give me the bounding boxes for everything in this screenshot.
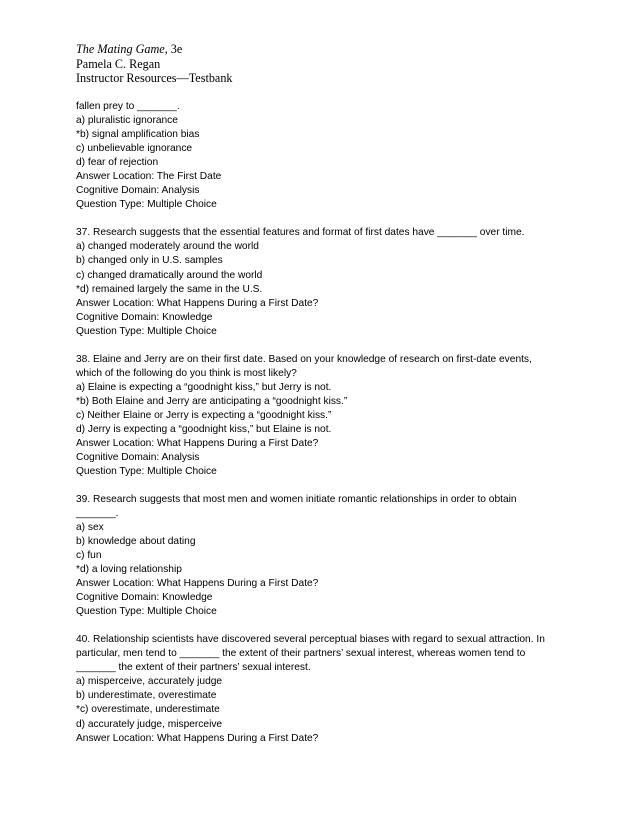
question-line: particular, men tend to _______ the extent of their partners’ sexual interest, whereas women tend to <box>76 648 526 660</box>
question-block <box>76 226 566 338</box>
question-line: Answer Location: What Happens During a First Date? <box>76 732 319 744</box>
question-line: c) Neither Elaine or Jerry is expecting a “goodnight kiss.” <box>76 409 332 421</box>
question-block <box>76 633 566 745</box>
author-name: Pamela C. Regan <box>76 56 161 71</box>
question-line: a) changed moderately around the world <box>76 241 259 253</box>
question-line: c) fun <box>76 550 102 562</box>
book-edition: , 3e <box>164 42 183 56</box>
question-line: Cognitive Domain: Analysis <box>76 185 200 197</box>
question-line: *b) signal amplification bias <box>76 129 200 141</box>
book-title-line <box>76 42 566 57</box>
question-line: Answer Location: What Happens During a First Date? <box>76 578 319 590</box>
question-line: 38. Elaine and Jerry are on their first date. Based on your knowledge of research on first-date events, <box>76 353 532 365</box>
question-line: b) changed only in U.S. samples <box>76 255 223 267</box>
question-line: c) changed dramatically around the world <box>76 269 263 281</box>
resource-label: Instructor Resources—Testbank <box>76 71 233 85</box>
question-line: d) accurately judge, misperceive <box>76 718 223 730</box>
question-line: a) pluralistic ignorance <box>76 115 178 127</box>
question-line: Answer Location: What Happens During a First Date? <box>76 437 319 449</box>
testbank-page <box>76 42 566 760</box>
document-header <box>76 42 566 86</box>
question-line: _______ the extent of their partners’ sexual interest. <box>76 662 311 674</box>
question-line: a) sex <box>76 522 104 534</box>
question-line: *d) remained largely the same in the U.S. <box>76 283 263 295</box>
question-line: a) misperceive, accurately judge <box>76 676 223 688</box>
question-line: Cognitive Domain: Analysis <box>76 451 200 463</box>
question-block <box>76 353 566 479</box>
question-line: *d) a loving relationship <box>76 564 182 576</box>
question-block <box>76 493 566 619</box>
question-line: Cognitive Domain: Knowledge <box>76 311 213 323</box>
question-line: *c) overestimate, underestimate <box>76 704 220 716</box>
question-line: Question Type: Multiple Choice <box>76 199 217 211</box>
question-line: 40. Relationship scientists have discovered several perceptual biases with regard to sexual attraction. In <box>76 634 545 646</box>
question-line: _______. <box>76 507 119 519</box>
question-line: *b) Both Elaine and Jerry are anticipating a “goodnight kiss.” <box>76 395 348 407</box>
question-line: 37. Research suggests that the essential features and format of first dates have _______ over time. <box>76 227 525 239</box>
question-line: Answer Location: The First Date <box>76 171 222 183</box>
question-block <box>76 100 566 212</box>
book-title: The Mating Game <box>76 42 165 56</box>
question-line: Question Type: Multiple Choice <box>76 606 217 618</box>
question-line: Question Type: Multiple Choice <box>76 466 217 477</box>
question-line: b) knowledge about dating <box>76 536 196 548</box>
question-line: 39. Research suggests that most men and women initiate romantic relationships in order to obtain <box>76 493 517 505</box>
question-line: c) unbelievable ignorance <box>76 143 193 155</box>
question-line: d) Jerry is expecting a “goodnight kiss,” but Elaine is not. <box>76 423 332 435</box>
question-line: d) fear of rejection <box>76 157 159 169</box>
question-line: Question Type: Multiple Choice <box>76 325 217 337</box>
question-line: fallen prey to _______. <box>76 101 180 113</box>
question-line: b) underestimate, overestimate <box>76 690 217 702</box>
question-line: a) Elaine is expecting a “goodnight kiss,” but Jerry is not. <box>76 381 332 393</box>
question-line: Answer Location: What Happens During a First Date? <box>76 297 319 309</box>
question-list <box>76 100 566 746</box>
question-line: Cognitive Domain: Knowledge <box>76 592 213 604</box>
question-line: which of the following do you think is most likely? <box>76 367 297 379</box>
